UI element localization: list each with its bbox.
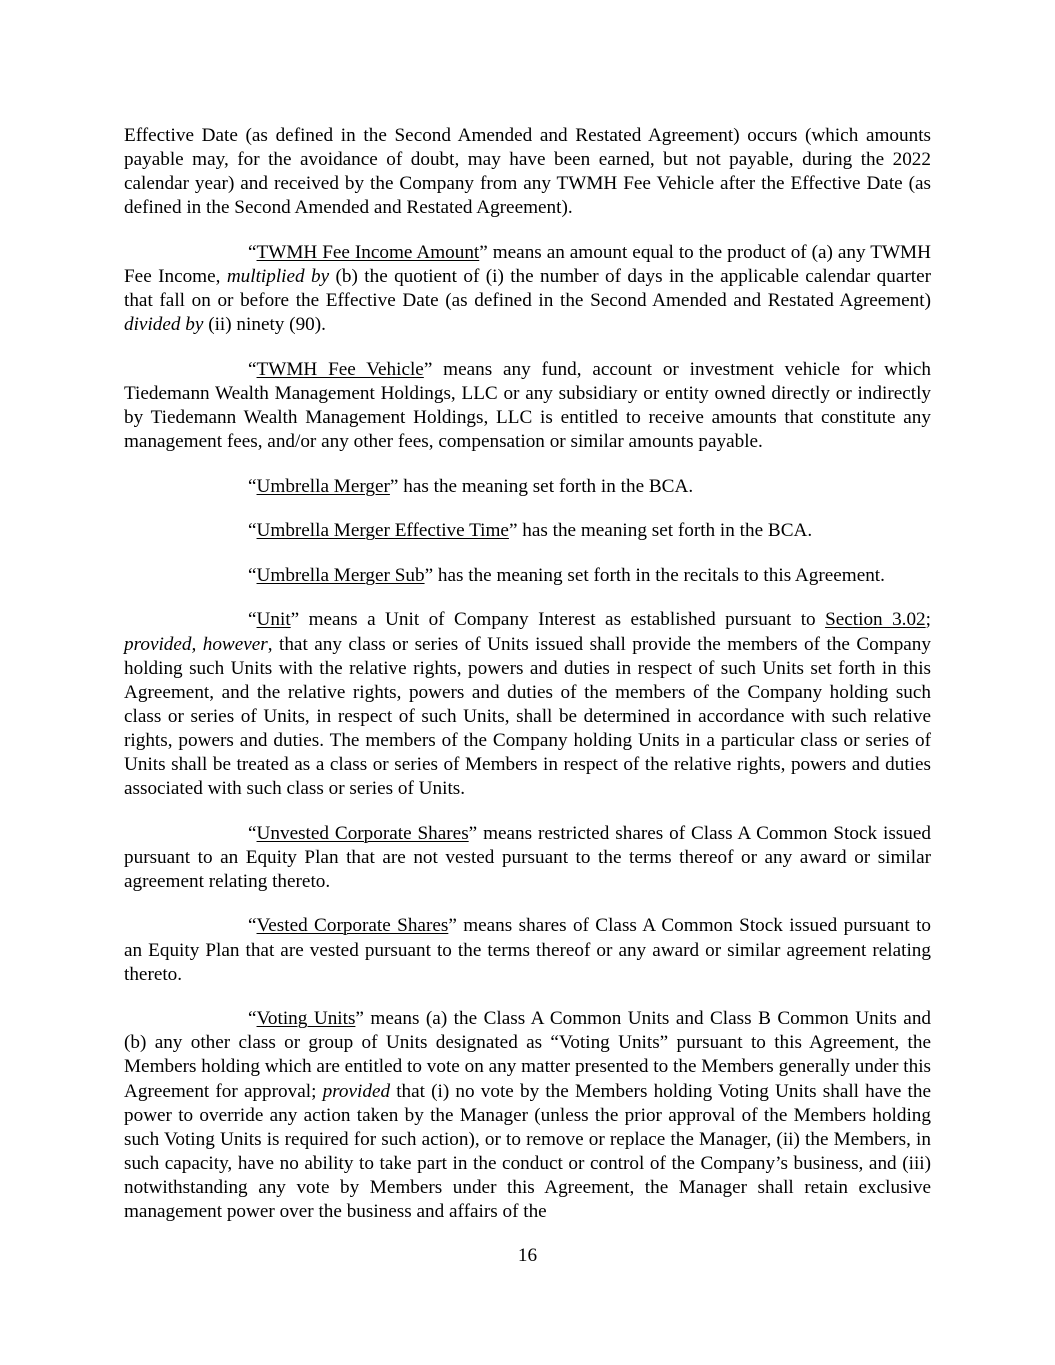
document-body — [124, 124, 931, 1245]
defined-term: Unvested Corporate Shares — [256, 822, 469, 844]
definition-twmh-fee-vehicle: “TWMH Fee Vehicle” means any fund, account or investment vehicle for which Tiedemann Wealth Management Holdings, LLC or any subsidiary or entity owned directly or indirectly by Tiedemann Wealth Management Holdings, LLC is entitled to receive amounts that constitute any management fees, and/or any other fees, compensation or similar amounts payable. — [124, 358, 931, 453]
defined-term: Umbrella Merger Sub — [256, 564, 425, 586]
defined-term: Umbrella Merger — [256, 475, 390, 497]
definition-umbrella-merger-sub: “Umbrella Merger Sub” has the meaning set forth in the recitals to this Agreement. — [248, 564, 885, 586]
defined-term: Vested Corporate Shares — [256, 915, 449, 937]
paragraph-continuation: Effective Date (as defined in the Second Amended and Restated Agreement) occurs (which amounts payable may, for the avoidance of doubt, may have been earned, but not payable, during the 2022 calendar year) and received by the Company from any TWMH Fee Vehicle after the Effective Date (as defined in the Second Amended and Restated Agreement). — [124, 125, 931, 219]
page-number: 16 — [517, 1245, 538, 1266]
section-reference: Section 3.02 — [825, 609, 926, 631]
definition-unit: “Unit” means a Unit of Company Interest as established pursuant to Section 3.02; provided, however, that any class or series of Units issued shall provide the members of the Company holding such Units with the relative rights, powers and duties in respect of such Units set forth in this Agreement, and the relative rights, powers and duties of the members of the Company holding such class or series of Units, in respect of such Units, shall be determined in accordance with such relative rights, powers and duties. The members of the Company holding Units in a particular class or series of Units shall be treated as a class or series of Members in respect of the relative rights, powers and duties associated with such class or series of Units. — [124, 609, 931, 800]
defined-term: TWMH Fee Vehicle — [256, 358, 424, 380]
definition-umbrella-merger: “Umbrella Merger” has the meaning set forth in the BCA. — [248, 475, 694, 497]
definition-umbrella-merger-effective-time: “Umbrella Merger Effective Time” has the meaning set forth in the BCA. — [248, 520, 813, 542]
definition-twmh-fee-income-amount: “TWMH Fee Income Amount” means an amount equal to the product of (a) any TWMH Fee Income, multiplied by (b) the quotient of (i) the number of days in the applicable calendar quarter that fall on or before the Effective Date (as defined in the Second Amended and Restated Agreement) divided by (ii) ninety (90). — [124, 241, 931, 336]
defined-term: Unit — [256, 609, 291, 631]
definition-unvested-corporate-shares: “Unvested Corporate Shares” means restricted shares of Class A Common Stock issued pursuant to an Equity Plan that are not vested pursuant to the terms thereof or any award or similar agreement relating thereto. — [124, 822, 931, 892]
definition-voting-units: “Voting Units” means (a) the Class A Common Units and Class B Common Units and (b) any other class or group of Units designated as “Voting Units” pursuant to this Agreement, the Members holding which are entitled to vote on any matter presented to the Members generally under this Agreement for approval; provided that (i) no vote by the Members holding Voting Units shall have the power to override any action taken by the Manager (unless the prior approval of the Members holding such Voting Units is required for such action), or to remove or replace the Manager, (ii) the Members, in such capacity, have no ability to take part in the conduct or control of the Company’s business, and (iii) notwithstanding any vote by Members under this Agreement, the Manager shall retain exclusive management power over the business and affairs of the — [124, 1008, 932, 1222]
definition-vested-corporate-shares: “Vested Corporate Shares” means shares of Class A Common Stock issued pursuant to an Equity Plan that are vested pursuant to the terms thereof or any award or similar agreement relating thereto. — [124, 915, 931, 985]
defined-term: Umbrella Merger Effective Time — [256, 520, 509, 542]
defined-term: Voting Units — [256, 1008, 356, 1030]
defined-term: TWMH Fee Income Amount — [256, 241, 480, 263]
